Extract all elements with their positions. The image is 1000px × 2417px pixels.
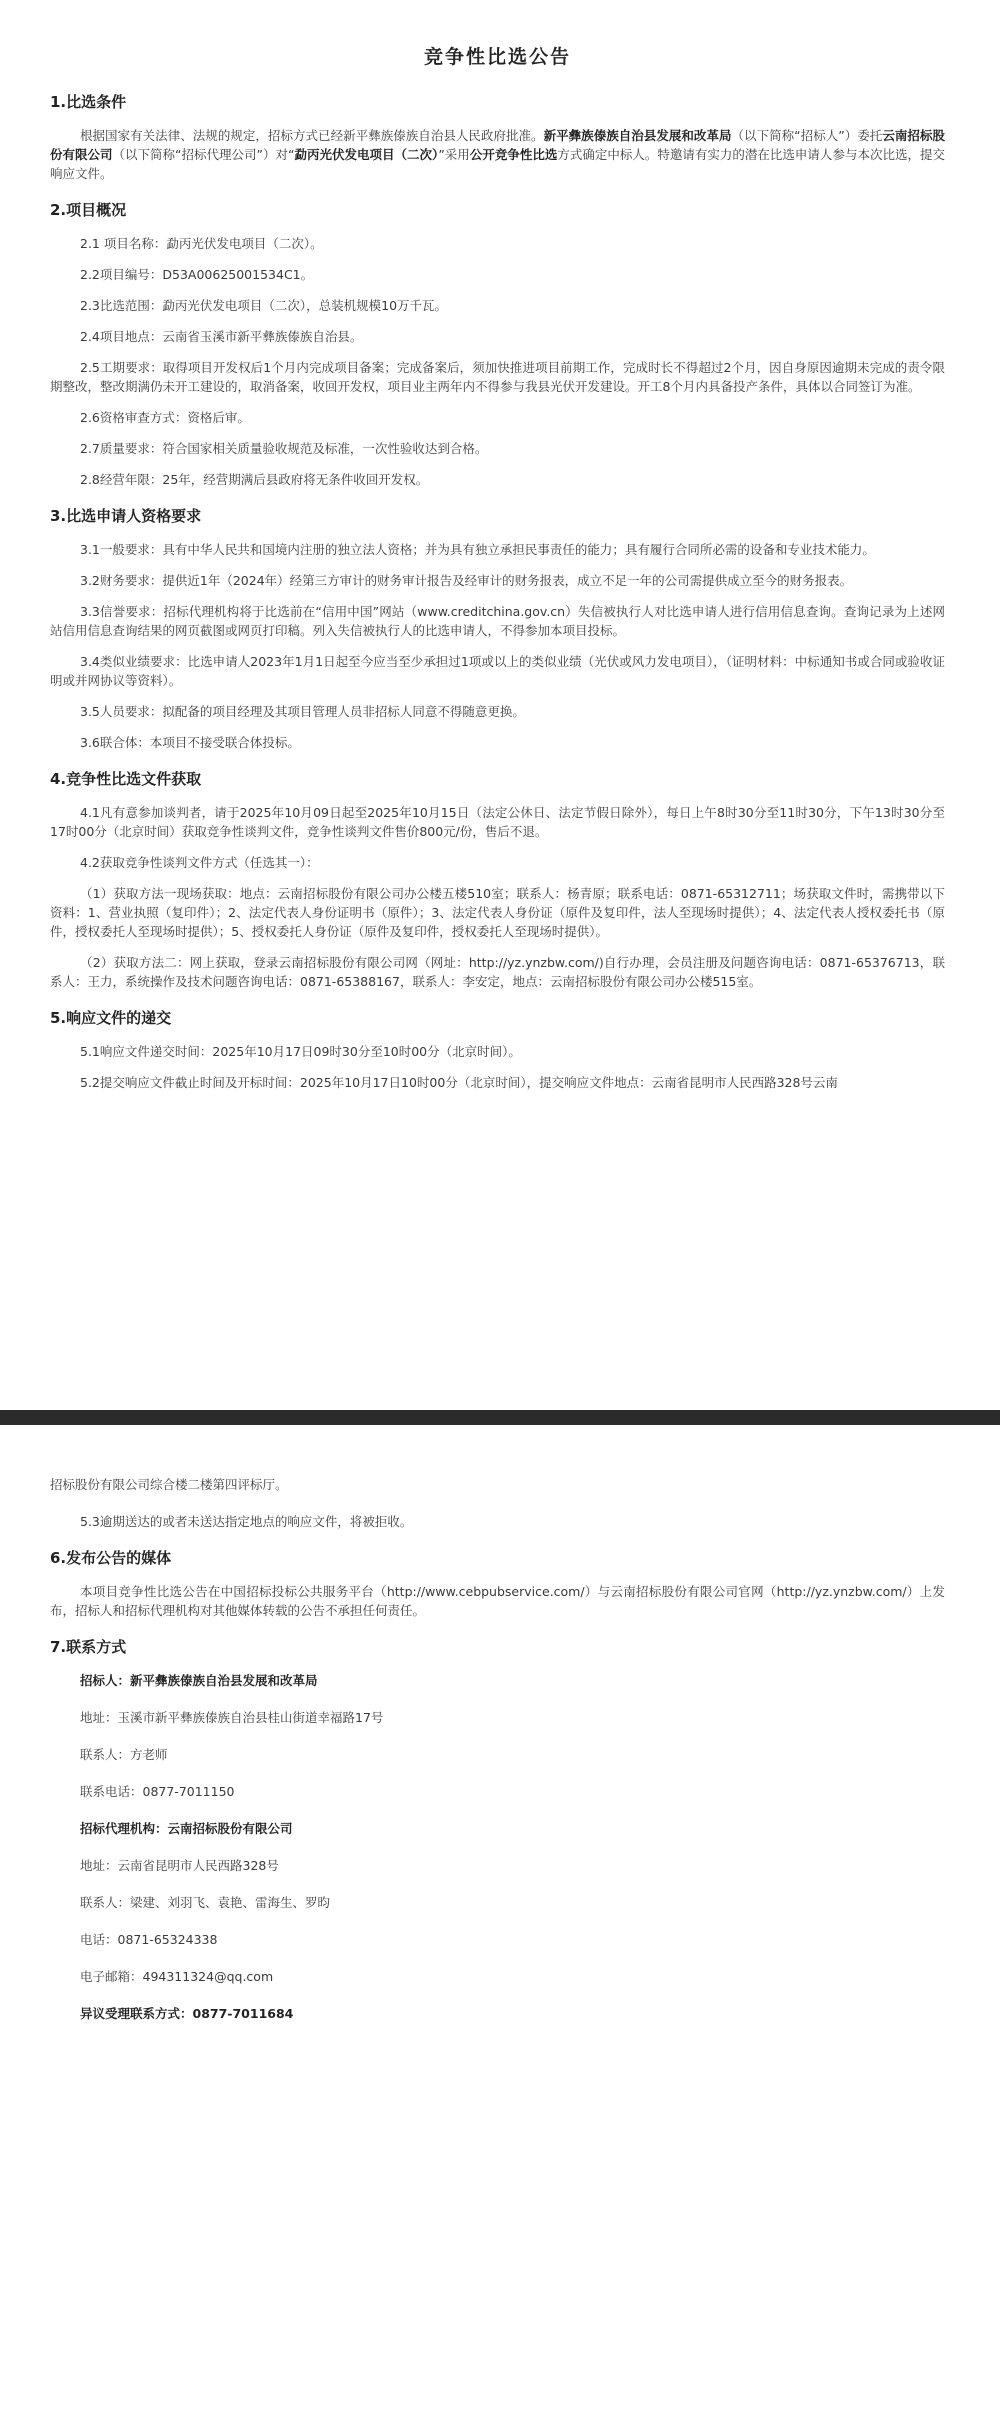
section-1-paragraph (50, 126, 945, 183)
section-heading-1: 1.比选条件 (50, 93, 127, 111)
project-name: 勐丙光伏发电项目（二次） (294, 147, 439, 162)
section-heading-7: 7.联系方式 (50, 1638, 127, 1656)
section-6-paragraph: 本项目竞争性比选公告在中国招标投标公共服务平台（http://www.cebpubservice.com/）与云南招标股份有限公司官网（http://yz.ynzbw.com/）上发布，招标人和招标代理机构对其他媒体转载的公告不承担任何责任。 (50, 1584, 945, 1618)
section-4-item: （1）获取方法一现场获取：地点：云南招标股份有限公司办公楼五楼510室；联系人：杨青原；联系电话：0871-65312711；场获取文件时，需携带以下资料：1、营业执照（复印件）；2、法定代表人身份证明书（原件）；3、法定代表人身份证（原件及复印件，法人至现场时提供）；4、法定代表人授权委托书（原件，授权委托人至现场时提供）；5、授权委托人身份证（原件及复印件，授权委托人至现场时提供）。 (50, 886, 945, 939)
section-heading-6: 6.发布公告的媒体 (50, 1549, 172, 1567)
page-divider (0, 1410, 1000, 1425)
section-2-item: 2.7质量要求：符合国家相关质量验收规范及标准，一次性验收达到合格。 (80, 441, 488, 456)
contact-agency-address: 地址：云南省昆明市人民西路328号 (80, 1858, 279, 1873)
section-heading-5: 5.响应文件的递交 (50, 1009, 172, 1027)
section-2-item: 2.6资格审查方式：资格后审。 (80, 410, 250, 425)
contact-address: 地址：玉溪市新平彝族傣族自治县桂山街道幸福路17号 (80, 1710, 384, 1725)
selection-method: 公开竞争性比选 (469, 147, 558, 162)
section-4-item: （2）获取方法二：网上获取，登录云南招标股份有限公司网（网址：http://yz.ynzbw.com/)自行办理，会员注册及问题咨询电话：0871-65376713，联系人：王力，系统操作及技术问题咨询电话：0871-65388167，联系人：李安定，地点：云南招标股份有限公司办公楼515室。 (50, 955, 945, 989)
section-5-item: 5.1响应文件递交时间：2025年10月17日09时30分至10时00分（北京时间）。 (80, 1044, 521, 1059)
section-4-item: 4.1凡有意参加谈判者，请于2025年10月09日起至2025年10月15日（法定公休日、法定节假日除外），每日上午8时30分至11时30分，下午13时30分至17时00分（北京时间）获取竞争性谈判文件，竞争性谈判文件售价800元/份，售后不退。 (50, 805, 945, 839)
contact-agency-persons: 联系人：梁建、刘羽飞、袁艳、雷海生、罗昀 (80, 1895, 331, 1910)
section-3-item: 3.3信誉要求：招标代理机构将于比选前在“信用中国”网站（www.creditchina.gov.cn）失信被执行人对比选申请人进行信用信息查询。查询记录为上述网站信用信息查询结果的网页截图或网页打印稿。列入失信被执行人的比选申请人，不得参加本项目投标。 (50, 604, 945, 638)
document-title: 竞争性比选公告 (423, 46, 571, 68)
section-heading-3: 3.比选申请人资格要求 (50, 507, 202, 525)
section-heading-4: 4.竞争性比选文件获取 (50, 770, 202, 788)
contact-phone: 联系电话：0877-7011150 (80, 1784, 235, 1799)
text-run: ”采用 (438, 147, 470, 162)
section-5-item: 5.2提交响应文件截止时间及开标时间：2025年10月17日10时00分（北京时间），提交响应文件地点：云南省昆明市人民西路328号云南 (80, 1075, 838, 1090)
section-3-item: 3.1一般要求：具有中华人民共和国境内注册的独立法人资格；并为具有独立承担民事责任的能力；具有履行合同所必需的设备和专业技术能力。 (80, 542, 875, 557)
contact-agency: 招标代理机构：云南招标股份有限公司 (80, 1821, 293, 1836)
contact-person: 联系人：方老师 (80, 1747, 168, 1762)
page-1-content (50, 42, 945, 1104)
text-run: （以下简称“招标代理公司”）对“ (112, 147, 295, 162)
contact-email: 电子邮箱：494311324@qq.com (80, 1969, 274, 1984)
section-3-item: 3.2财务要求：提供近1年（2024年）经第三方审计的财务审计报告及经审计的财务报表，成立不足一年的公司需提供成立至今的财务报表。 (80, 573, 853, 588)
section-3-item: 3.4类似业绩要求：比选申请人2023年1月1日起至今应当至少承担过1项或以上的类似业绩（光伏或风力发电项目），（证明材料：中标通知书或合同或验收证明或并网协议等资料）。 (50, 654, 945, 688)
contact-agency-phone: 电话：0871-65324338 (80, 1932, 218, 1947)
section-2-item: 2.5工期要求：取得项目开发权后1个月内完成项目备案；完成备案后，须加快推进项目前期工作，完成时长不得超过2个月，因自身原因逾期未完成的责令限期整改，整改期满仍未开工建设的，取消备案，收回开发权，项目业主两年内不得参与我县光伏开发建设。开工8个月内具备投产条件，具体以合同签订为准。 (50, 360, 945, 394)
text-run: 方式确定中标人。特邀请有实力的潜在比选申请人参与本次比选，提交响应文件。 (50, 147, 945, 181)
section-heading-2: 2.项目概况 (50, 201, 127, 219)
text-run: 根据国家有关法律、法规的规定，招标方式已经新平彝族傣族自治县人民政府批准。 (80, 128, 544, 143)
section-3-item: 3.5人员要求：拟配备的项目经理及其项目管理人员非招标人同意不得随意更换。 (80, 704, 525, 719)
section-2-item: 2.3比选范围：勐丙光伏发电项目（二次），总装机规模10万千瓦。 (80, 298, 448, 313)
contact-objection: 异议受理联系方式：0877-7011684 (80, 2006, 294, 2021)
contact-tenderer: 招标人：新平彝族傣族自治县发展和改革局 (80, 1673, 318, 1688)
section-5-item: 5.3逾期送达的或者未送达指定地点的响应文件，将被拒收。 (80, 1514, 413, 1529)
page-2-content (50, 1475, 945, 2041)
section-2-item: 2.2项目编号：D53A00625001534C1。 (80, 267, 314, 282)
text-run: （以下简称“招标人”）委托 (731, 128, 883, 143)
section-5-continuation: 招标股份有限公司综合楼二楼第四评标厅。 (50, 1477, 288, 1492)
section-2-item: 2.8经营年限：25年，经营期满后县政府将无条件收回开发权。 (80, 472, 429, 487)
agency-name: 云南招标股份有限公司 (50, 128, 945, 162)
tenderer-name: 新平彝族傣族自治县发展和改革局 (543, 128, 732, 143)
section-4-item: 4.2获取竞争性谈判文件方式（任选其一）： (80, 855, 319, 870)
section-2-item: 2.4项目地点：云南省玉溪市新平彝族傣族自治县。 (80, 329, 363, 344)
section-3-item: 3.6联合体：本项目不接受联合体投标。 (80, 735, 300, 750)
section-2-item: 2.1 项目名称：勐丙光伏发电项目（二次）。 (80, 236, 323, 251)
page-2 (0, 1425, 1000, 2417)
